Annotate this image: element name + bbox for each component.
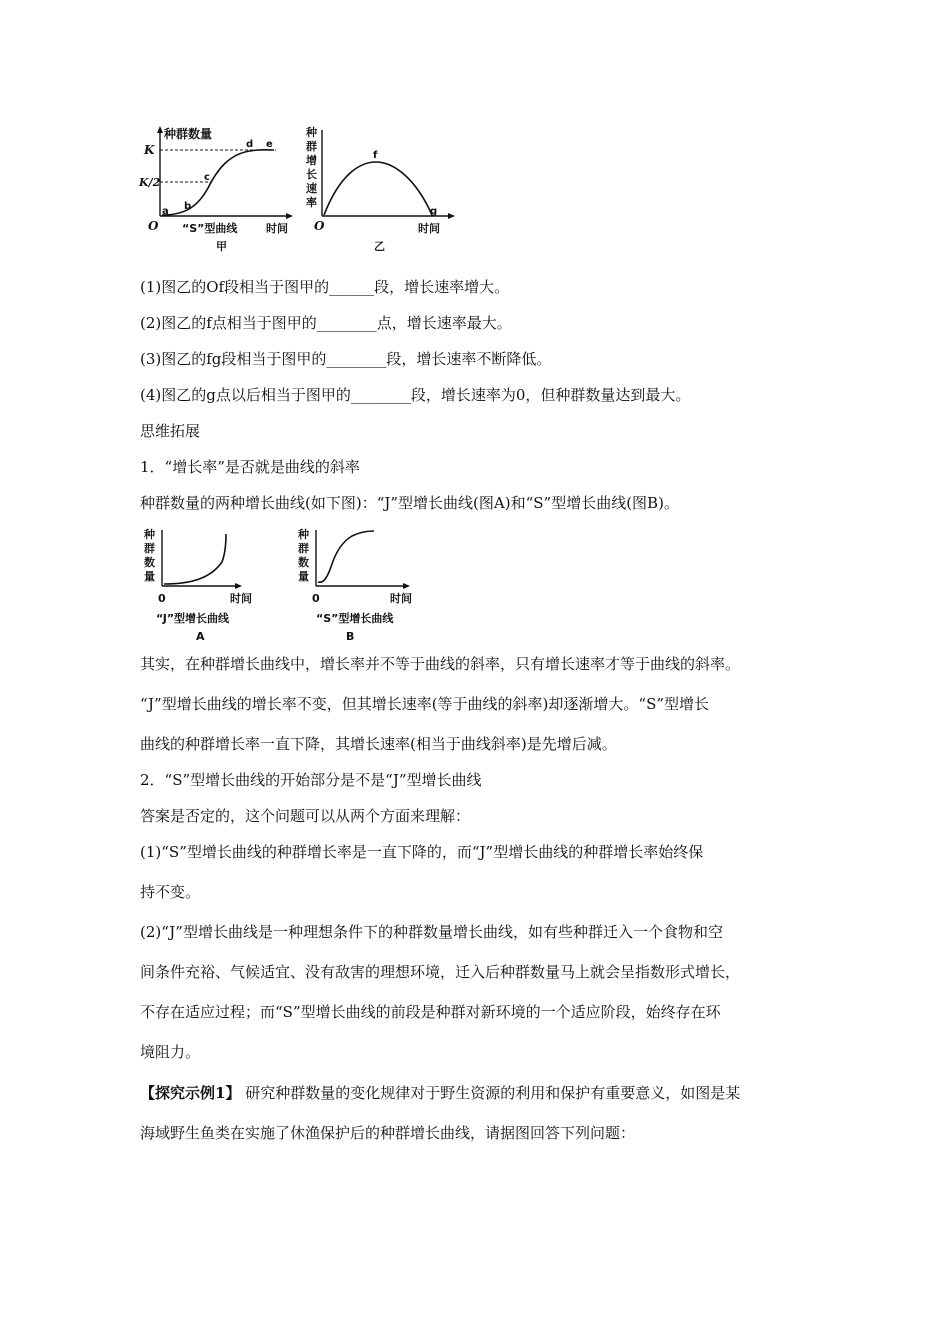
a-ylabel-3: 数	[144, 556, 155, 569]
yi-sub: 乙	[374, 240, 385, 253]
item2-body-3: 持不变。	[140, 883, 201, 901]
yi-ylabel-3: 增	[306, 154, 317, 167]
item2-body-4: (2)“J”型增长曲线是一种理想条件下的种群数量增长曲线，如有些种群迁入一个食物和空	[140, 923, 723, 941]
yi-ylabel-4: 长	[306, 168, 317, 181]
item2-title: 2．“S”型增长曲线的开始部分是不是“J”型增长曲线	[140, 771, 482, 789]
item1-title: 1．“增长率”是否就是曲线的斜率	[140, 458, 360, 476]
yi-ylabel-6: 率	[306, 196, 317, 209]
item2-body-1: 答案是否定的，这个问题可以从两个方面来理解：	[140, 807, 471, 825]
yi-ylabel-1: 种	[306, 126, 317, 139]
b-ylabel-1: 种	[298, 528, 309, 541]
jia-point-c: c	[204, 172, 210, 183]
yi-point-f: f	[373, 150, 378, 161]
a-ylabel-2: 群	[144, 542, 155, 555]
question-1: (1)图乙的Of段相当于图甲的______段，增长速率增大。	[140, 278, 510, 296]
yi-point-g: g	[430, 206, 438, 217]
a-ylabel-4: 量	[144, 570, 155, 583]
jia-point-d: d	[246, 139, 254, 150]
example-line-1	[140, 1083, 740, 1103]
figure-jia-s-curve	[138, 124, 298, 256]
b-xlabel: 时间	[390, 592, 412, 605]
example-body-1: 研究种群数量的变化规律对于野生资源的利用和保护有重要意义，如图是某	[245, 1084, 741, 1102]
item1-intro: 种群数量的两种增长曲线(如下图)：“J”型增长曲线(图A)和“S”型增长曲线(图B)。	[140, 494, 679, 512]
question-3: (3)图乙的fg段相当于图甲的________段，增长速率不断降低。	[140, 350, 552, 368]
item2-body-2: (1)“S”型增长曲线的种群增长率是一直下降的，而“J”型增长曲线的种群增长率始终保	[140, 843, 704, 861]
jia-point-a: a	[162, 206, 169, 217]
b-sub: B	[346, 630, 355, 643]
b-ylabel-4: 量	[298, 570, 309, 583]
jia-k-label: K	[144, 143, 155, 157]
b-caption: “S”型增长曲线	[316, 612, 394, 625]
figure-b-s-curve	[294, 524, 434, 644]
a-caption: “J”型增长曲线	[156, 612, 230, 625]
jia-point-b: b	[184, 201, 192, 212]
a-origin: 0	[158, 592, 166, 605]
item2-body-6: 不存在适应过程；而“S”型增长曲线的前段是种群对新环境的一个适应阶段，始终存在环	[140, 1003, 721, 1021]
a-sub: A	[196, 630, 205, 643]
jia-khalf-label: K/2	[139, 176, 161, 189]
item1-body-3: 曲线的种群增长率一直下降，其增长速率(相当于曲线斜率)是先增后减。	[140, 735, 617, 753]
a-xlabel: 时间	[230, 592, 252, 605]
jia-sub: 甲	[216, 240, 227, 253]
b-origin: 0	[312, 592, 320, 605]
jia-xlabel: 时间	[266, 222, 288, 235]
yi-ylabel-2: 群	[306, 140, 317, 153]
jia-caption: “S”型曲线	[182, 222, 238, 235]
example-label: 【探究示例1】	[140, 1084, 241, 1102]
item1-body-2: “J”型增长曲线的增长率不变，但其增长速率(等于曲线的斜率)却逐渐增大。“S”型增长	[140, 695, 710, 713]
a-ylabel-1: 种	[144, 528, 155, 541]
jia-origin: O	[148, 219, 159, 233]
example-body-2: 海域野生鱼类在实施了休渔保护后的种群增长曲线，请据图回答下列问题：	[140, 1124, 636, 1142]
b-ylabel-3: 数	[298, 556, 309, 569]
section-title: 思维拓展	[140, 422, 201, 440]
item1-body-1: 其实，在种群增长曲线中，增长率并不等于曲线的斜率，只有增长速率才等于曲线的斜率。	[140, 655, 741, 673]
question-4: (4)图乙的g点以后相当于图甲的________段，增长速率为0，但种群数量达到最大。	[140, 386, 691, 404]
item2-body-7: 境阻力。	[140, 1043, 201, 1061]
yi-ylabel-5: 速	[306, 182, 317, 195]
yi-origin: O	[314, 219, 325, 233]
yi-xlabel: 时间	[418, 222, 440, 235]
jia-point-e: e	[266, 139, 273, 150]
jia-ylabel: 种群数量	[164, 127, 213, 141]
item2-body-5: 间条件充裕、气候适宜、没有敌害的理想环境，迁入后种群数量马上就会呈指数形式增长，	[140, 963, 741, 981]
figure-a-j-curve	[140, 524, 270, 644]
figure-yi-rate-curve	[300, 124, 460, 256]
b-ylabel-2: 群	[298, 542, 309, 555]
question-2: (2)图乙的f点相当于图甲的________点，增长速率最大。	[140, 314, 512, 332]
